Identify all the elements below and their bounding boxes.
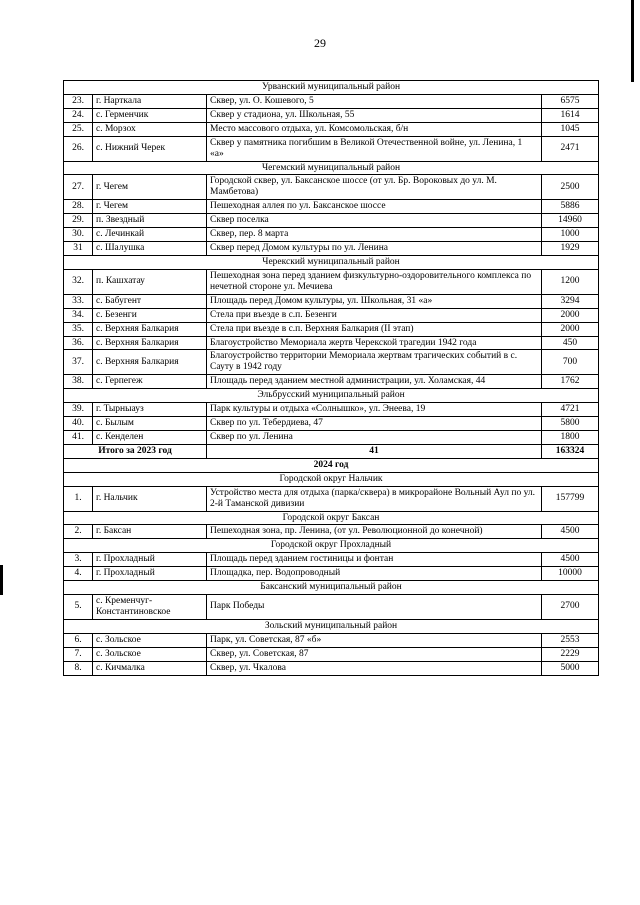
section-title: Баксанский муниципальный район — [64, 581, 599, 595]
object-value: 6575 — [542, 94, 599, 108]
row-number: 36. — [64, 336, 93, 350]
section-title: Эльбрусский муниципальный район — [64, 389, 599, 403]
table-row — [64, 214, 599, 228]
section-header-row — [64, 539, 599, 553]
row-number: 30. — [64, 228, 93, 242]
object-value: 10000 — [542, 567, 599, 581]
row-number: 39. — [64, 403, 93, 417]
row-number: 38. — [64, 375, 93, 389]
total-label: Итого за 2023 год — [64, 444, 207, 458]
object-value: 2500 — [542, 175, 599, 200]
object-description: Сквер, пер. 8 марта — [207, 228, 542, 242]
section-title: Урванский муниципальный район — [64, 81, 599, 95]
table-row — [64, 322, 599, 336]
settlement-name: с. Бабугент — [93, 294, 207, 308]
section-title: Чегемский муниципальный район — [64, 161, 599, 175]
settlement-name: с. Лечинкай — [93, 228, 207, 242]
object-value: 4721 — [542, 403, 599, 417]
object-description: Площадь перед зданием гостиницы и фонтан — [207, 553, 542, 567]
object-value: 1200 — [542, 269, 599, 294]
object-value: 5000 — [542, 661, 599, 675]
row-number: 26. — [64, 136, 93, 161]
object-value: 4500 — [542, 525, 599, 539]
table-row — [64, 242, 599, 256]
page-number: 29 — [314, 36, 326, 50]
row-number: 34. — [64, 308, 93, 322]
row-number: 8. — [64, 661, 93, 675]
section-title: Городской округ Прохладный — [64, 539, 599, 553]
settlement-name: с. Шалушка — [93, 242, 207, 256]
object-description: Парк Победы — [207, 595, 542, 620]
settlement-name: г. Нальчик — [93, 486, 207, 511]
object-description: Пешеходная зона перед зданием физкультурно-оздоровительного комплекса по нечетной стороне ул. Мечиева — [207, 269, 542, 294]
object-value: 4500 — [542, 553, 599, 567]
object-description: Сквер у памятника погибшим в Великой Отечественной войне, ул. Ленина, 1 «а» — [207, 136, 542, 161]
year-title: 2024 год — [64, 458, 599, 472]
scan-edge-mark-top-right — [631, 0, 634, 82]
row-number: 33. — [64, 294, 93, 308]
row-number: 28. — [64, 200, 93, 214]
settlement-name: г. Баксан — [93, 525, 207, 539]
settlement-name: с. Безенги — [93, 308, 207, 322]
object-description: Место массового отдыха, ул. Комсомольская, б/н — [207, 122, 542, 136]
table-row — [64, 136, 599, 161]
object-value: 1800 — [542, 430, 599, 444]
object-value: 2229 — [542, 647, 599, 661]
section-header-row — [64, 161, 599, 175]
object-value: 14960 — [542, 214, 599, 228]
object-description: Сквер по ул. Тебердиева, 47 — [207, 417, 542, 431]
row-number: 7. — [64, 647, 93, 661]
object-description: Площадь перед зданием местной администрации, ул. Холамская, 44 — [207, 375, 542, 389]
section-header-row — [64, 619, 599, 633]
section-title: Зольский муниципальный район — [64, 619, 599, 633]
total-row — [64, 444, 599, 458]
object-description: Устройство места для отдыха (парка/сквера) в микрорайоне Вольный Аул по ул. 2-й Таманской дивизии — [207, 486, 542, 511]
settlement-name: г. Чегем — [93, 175, 207, 200]
object-value: 2700 — [542, 595, 599, 620]
year-header-row — [64, 458, 599, 472]
table-row — [64, 375, 599, 389]
row-number: 1. — [64, 486, 93, 511]
scan-edge-mark-left — [0, 565, 3, 595]
object-value: 2553 — [542, 633, 599, 647]
section-title: Городской округ Нальчик — [64, 472, 599, 486]
table-row — [64, 553, 599, 567]
object-value: 2471 — [542, 136, 599, 161]
row-number: 40. — [64, 417, 93, 431]
row-number: 23. — [64, 94, 93, 108]
object-value: 700 — [542, 350, 599, 375]
table-row — [64, 350, 599, 375]
settlement-name: с. Зольское — [93, 647, 207, 661]
object-value: 3294 — [542, 294, 599, 308]
section-header-row — [64, 472, 599, 486]
settlement-name: с. Нижний Черек — [93, 136, 207, 161]
table-row — [64, 525, 599, 539]
object-description: Пешеходная зона, пр. Ленина, (от ул. Революционной до конечной) — [207, 525, 542, 539]
section-header-row — [64, 389, 599, 403]
table-row — [64, 661, 599, 675]
object-description: Благоустройство территории Мемориала жертвам трагических событий в с. Сауту в 1942 году — [207, 350, 542, 375]
total-value: 163324 — [542, 444, 599, 458]
object-value: 5886 — [542, 200, 599, 214]
section-header-row — [64, 81, 599, 95]
row-number: 4. — [64, 567, 93, 581]
object-description: Стела при въезде в с.п. Безенги — [207, 308, 542, 322]
settlement-name: с. Былым — [93, 417, 207, 431]
section-header-row — [64, 255, 599, 269]
row-number: 35. — [64, 322, 93, 336]
table-row — [64, 403, 599, 417]
section-title: Городской округ Баксан — [64, 511, 599, 525]
settlement-name: с. Герменчик — [93, 108, 207, 122]
object-description: Благоустройство Мемориала жертв Черекской трагедии 1942 года — [207, 336, 542, 350]
table-row — [64, 417, 599, 431]
row-number: 25. — [64, 122, 93, 136]
object-description: Сквер по ул. Ленина — [207, 430, 542, 444]
settlement-name: с. Кичмалка — [93, 661, 207, 675]
section-header-row — [64, 581, 599, 595]
objects-table — [63, 80, 599, 676]
row-number: 24. — [64, 108, 93, 122]
object-description: Парк, ул. Советская, 87 «б» — [207, 633, 542, 647]
table-row — [64, 647, 599, 661]
settlement-name: с. Кенделен — [93, 430, 207, 444]
object-value: 1762 — [542, 375, 599, 389]
object-description: Сквер у стадиона, ул. Школьная, 55 — [207, 108, 542, 122]
row-number: 31 — [64, 242, 93, 256]
object-value: 1929 — [542, 242, 599, 256]
table-row — [64, 94, 599, 108]
settlement-name: п. Звездный — [93, 214, 207, 228]
settlement-name: с. Зольское — [93, 633, 207, 647]
objects-table-body — [64, 81, 599, 676]
table-row — [64, 595, 599, 620]
settlement-name: с. Верхняя Балкария — [93, 322, 207, 336]
table-row — [64, 336, 599, 350]
object-value: 157799 — [542, 486, 599, 511]
settlement-name: г. Чегем — [93, 200, 207, 214]
settlement-name: с. Морзох — [93, 122, 207, 136]
row-number: 41. — [64, 430, 93, 444]
table-row — [64, 269, 599, 294]
object-description: Площадь перед Домом культуры, ул. Школьная, 31 «а» — [207, 294, 542, 308]
object-value: 1000 — [542, 228, 599, 242]
table-row — [64, 633, 599, 647]
table-row — [64, 486, 599, 511]
row-number: 27. — [64, 175, 93, 200]
object-value: 450 — [542, 336, 599, 350]
row-number: 3. — [64, 553, 93, 567]
settlement-name: г. Нарткала — [93, 94, 207, 108]
table-row — [64, 430, 599, 444]
row-number: 32. — [64, 269, 93, 294]
object-description: Пешеходная аллея по ул. Баксанское шоссе — [207, 200, 542, 214]
object-value: 1045 — [542, 122, 599, 136]
object-description: Сквер, ул. О. Кошевого, 5 — [207, 94, 542, 108]
table-row — [64, 308, 599, 322]
settlement-name: с. Верхняя Балкария — [93, 336, 207, 350]
settlement-name: с. Герпегеж — [93, 375, 207, 389]
object-value: 1614 — [542, 108, 599, 122]
settlement-name: с. Кременчуг-Константиновское — [93, 595, 207, 620]
section-title: Черекский муниципальный район — [64, 255, 599, 269]
settlement-name: с. Верхняя Балкария — [93, 350, 207, 375]
object-description: Городской сквер, ул. Баксанское шоссе (от ул. Бр. Вороковых до ул. М. Мамбетова) — [207, 175, 542, 200]
row-number: 5. — [64, 595, 93, 620]
object-description: Сквер, ул. Советская, 87 — [207, 647, 542, 661]
table-row — [64, 294, 599, 308]
table-row — [64, 175, 599, 200]
row-number: 37. — [64, 350, 93, 375]
object-description: Сквер, ул. Чкалова — [207, 661, 542, 675]
object-description: Стела при въезде в с.п. Верхняя Балкария (II этап) — [207, 322, 542, 336]
table-row — [64, 567, 599, 581]
object-description: Парк культуры и отдыха «Солнышко», ул. Энеева, 19 — [207, 403, 542, 417]
object-description: Площадка, пер. Водопроводный — [207, 567, 542, 581]
table-row — [64, 228, 599, 242]
object-value: 2000 — [542, 308, 599, 322]
object-value: 5800 — [542, 417, 599, 431]
row-number: 6. — [64, 633, 93, 647]
settlement-name: г. Тырныауз — [93, 403, 207, 417]
settlement-name: г. Прохладный — [93, 553, 207, 567]
object-description: Сквер поселка — [207, 214, 542, 228]
total-count: 41 — [207, 444, 542, 458]
object-description: Сквер перед Домом культуры по ул. Ленина — [207, 242, 542, 256]
object-value: 2000 — [542, 322, 599, 336]
settlement-name: п. Кашхатау — [93, 269, 207, 294]
table-row — [64, 122, 599, 136]
settlement-name: г. Прохладный — [93, 567, 207, 581]
section-header-row — [64, 511, 599, 525]
table-row — [64, 108, 599, 122]
table-row — [64, 200, 599, 214]
row-number: 2. — [64, 525, 93, 539]
row-number: 29. — [64, 214, 93, 228]
